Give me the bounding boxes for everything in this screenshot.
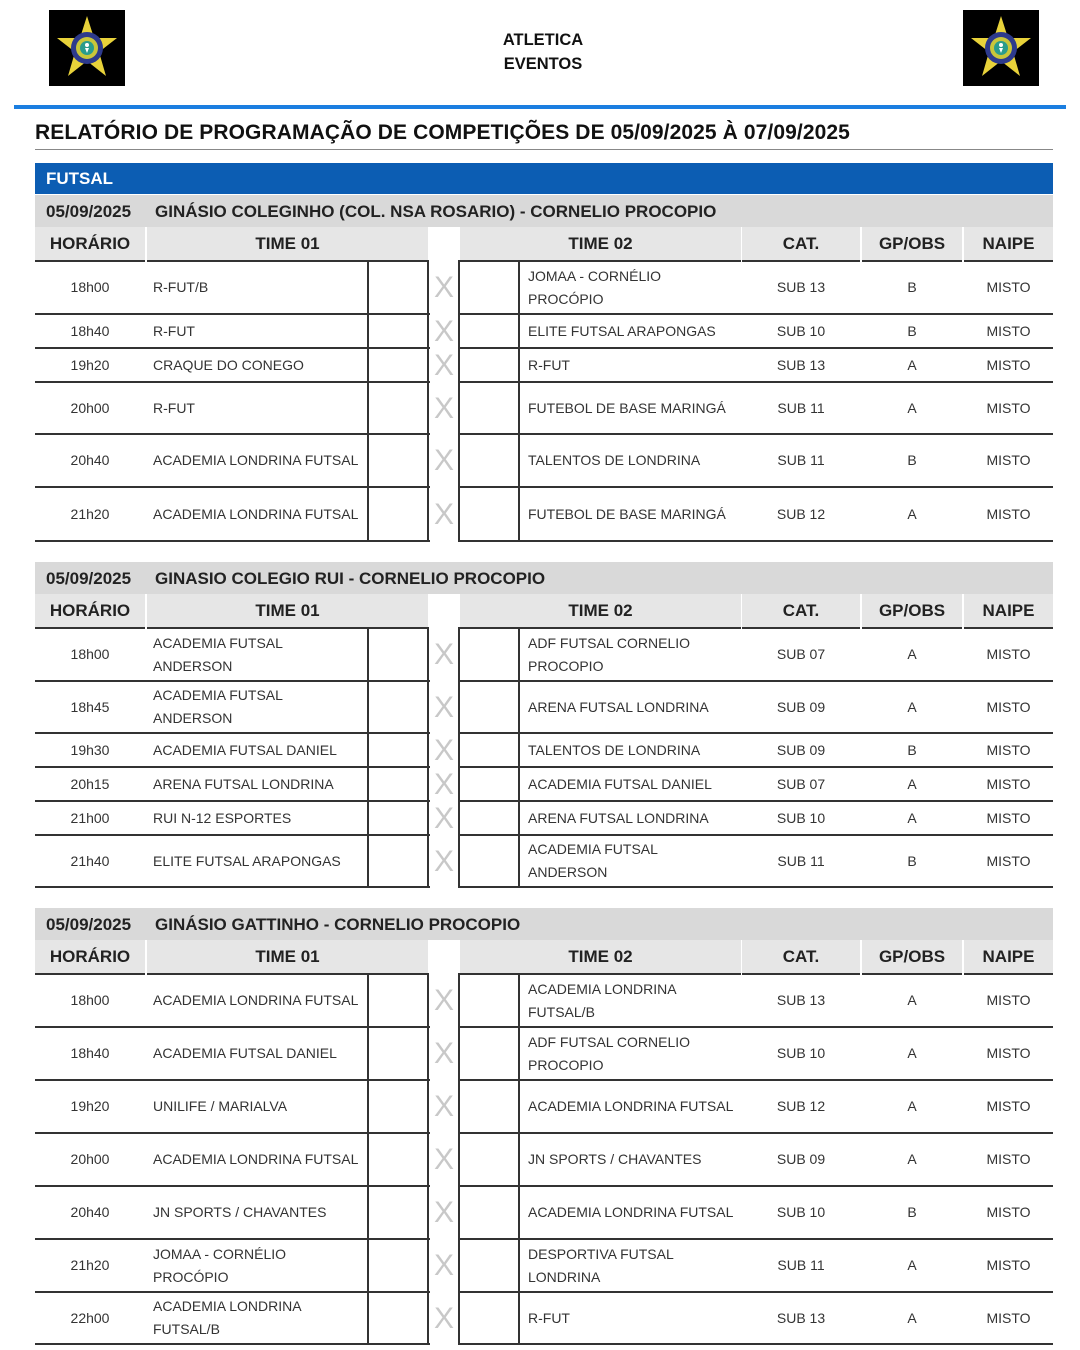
category: SUB 10 [776, 1204, 826, 1220]
header-divider [14, 105, 1066, 109]
naipe: MISTO [986, 775, 1031, 792]
venue-date: 05/09/2025 [46, 569, 132, 588]
team2-name: FUTEBOL DE BASE MARINGÁ [528, 505, 726, 522]
game-row [35, 682, 1053, 734]
naipe: MISTO [986, 322, 1031, 339]
group-obs: B [907, 279, 917, 295]
team1-score-box[interactable] [367, 347, 429, 383]
game-row [35, 734, 1053, 768]
team1-score-box[interactable] [367, 800, 429, 836]
column-header-row [35, 227, 1053, 262]
team1-name: JOMAA - CORNÉLIO PROCÓPIO [153, 1245, 287, 1285]
team2-name: ADF FUTSAL CORNELIO PROCOPIO [528, 634, 691, 674]
naipe: MISTO [986, 452, 1031, 468]
team2-name: FUTEBOL DE BASE MARINGÁ [528, 399, 726, 416]
naipe: MISTO [986, 1204, 1031, 1220]
team1-score-box[interactable] [367, 433, 429, 488]
game-time: 21h20 [70, 505, 110, 522]
team2-name: TALENTOS DE LONDRINA [528, 741, 701, 758]
team2-score-box[interactable] [458, 800, 520, 836]
versus-x-icon: X [433, 767, 454, 801]
game-time: 21h20 [70, 1257, 110, 1273]
game-time: 18h40 [70, 322, 110, 339]
game-row [35, 1187, 1053, 1240]
team1-score-box[interactable] [367, 1132, 429, 1187]
column-header-time: HORÁRIO [35, 594, 145, 629]
team2-score-box[interactable] [458, 1026, 520, 1081]
team2-name: TALENTOS DE LONDRINA [528, 452, 701, 468]
group-obs: A [907, 809, 917, 826]
category: SUB 11 [777, 1257, 825, 1273]
team2-name: ACADEMIA LONDRINA FUTSAL [528, 1204, 734, 1220]
organization-name [0, 28, 1080, 76]
game-row [35, 488, 1053, 542]
column-header-naipe: NAIPE [964, 940, 1053, 975]
team2-name: DESPORTIVA FUTSAL LONDRINA [528, 1245, 674, 1285]
team1-score-box[interactable] [367, 260, 429, 315]
group-obs: B [907, 741, 917, 758]
team1-score-box[interactable] [367, 1238, 429, 1293]
game-time: 18h45 [70, 698, 110, 715]
naipe: MISTO [986, 852, 1031, 869]
team1-score-box[interactable] [367, 732, 429, 768]
team2-score-box[interactable] [458, 973, 520, 1028]
group-obs: A [907, 1098, 917, 1114]
game-row [35, 1293, 1053, 1345]
versus-x-icon: X [433, 1301, 454, 1335]
venue-date: 05/09/2025 [46, 915, 132, 934]
group-obs: A [907, 698, 917, 715]
team1-score-box[interactable] [367, 834, 429, 888]
team1-score-box[interactable] [367, 680, 429, 734]
venue-section [35, 562, 1053, 888]
team1-name: ELITE FUTSAL ARAPONGAS [153, 852, 341, 869]
team2-name: ACADEMIA LONDRINA FUTSAL [528, 1098, 734, 1114]
column-header-time: HORÁRIO [35, 940, 145, 975]
team1-name: ACADEMIA FUTSAL ANDERSON [153, 634, 283, 674]
team2-score-box[interactable] [458, 1291, 520, 1345]
team1-name: ACADEMIA FUTSAL DANIEL [153, 1045, 337, 1061]
group-obs: A [907, 356, 917, 373]
group-obs: A [907, 1309, 917, 1326]
team2-score-box[interactable] [458, 732, 520, 768]
team1-score-box[interactable] [367, 1291, 429, 1345]
game-row [35, 349, 1053, 383]
team2-name: ELITE FUTSAL ARAPONGAS [528, 322, 716, 339]
naipe: MISTO [986, 279, 1031, 295]
game-time: 18h00 [70, 279, 110, 295]
group-obs: A [907, 1151, 917, 1167]
category: SUB 09 [776, 698, 826, 715]
game-time: 19h20 [70, 356, 110, 373]
team2-score-box[interactable] [458, 347, 520, 383]
game-time: 20h00 [70, 399, 110, 416]
team1-name: RUI N-12 ESPORTES [153, 809, 292, 826]
team2-name: ARENA FUTSAL LONDRINA [528, 698, 709, 715]
group-obs: A [907, 1045, 917, 1061]
team2-score-box[interactable] [458, 381, 520, 435]
naipe: MISTO [986, 1045, 1031, 1061]
column-header-gp: GP/OBS [862, 940, 962, 975]
versus-x-icon: X [433, 844, 454, 878]
game-time: 19h20 [70, 1098, 110, 1114]
game-time: 20h00 [70, 1151, 110, 1167]
team1-name: R-FUT/B [153, 279, 209, 295]
team2-name: ARENA FUTSAL LONDRINA [528, 809, 709, 826]
team2-name: JN SPORTS / CHAVANTES [528, 1151, 702, 1167]
group-obs: A [907, 775, 917, 792]
team1-score-box[interactable] [367, 313, 429, 349]
venue-section [35, 908, 1053, 1345]
naipe: MISTO [986, 646, 1031, 662]
category: SUB 09 [776, 1151, 826, 1167]
team2-score-box[interactable] [458, 834, 520, 888]
game-row [35, 629, 1053, 682]
team2-score-box[interactable] [458, 1132, 520, 1187]
category: SUB 07 [776, 646, 826, 662]
team1-score-box[interactable] [367, 381, 429, 435]
group-obs: A [907, 646, 917, 662]
venue-section [35, 195, 1053, 542]
team2-score-box[interactable] [458, 1238, 520, 1293]
category: SUB 11 [777, 852, 825, 869]
team1-name: JN SPORTS / CHAVANTES [153, 1204, 327, 1220]
game-time: 21h00 [70, 809, 110, 826]
team2-score-box[interactable] [458, 486, 520, 542]
team1-score-box[interactable] [367, 766, 429, 802]
team1-name: R-FUT [153, 322, 195, 339]
column-header-team1: TIME 01 [147, 594, 428, 629]
team1-name: ACADEMIA FUTSAL ANDERSON [153, 687, 283, 726]
team2-score-box[interactable] [458, 1079, 520, 1134]
game-row [35, 768, 1053, 802]
group-obs: A [907, 1257, 917, 1273]
game-row [35, 315, 1053, 349]
column-header-team1: TIME 01 [147, 940, 428, 975]
team1-name: R-FUT [153, 399, 195, 416]
team1-score-box[interactable] [367, 627, 429, 682]
team2-score-box[interactable] [458, 680, 520, 734]
column-header-naipe: NAIPE [964, 594, 1053, 629]
team2-name: R-FUT [528, 1309, 570, 1326]
column-header-team1: TIME 01 [147, 227, 428, 262]
team1-name: ACADEMIA LONDRINA FUTSAL [153, 505, 359, 522]
group-obs: A [907, 992, 917, 1008]
game-row [35, 1028, 1053, 1081]
versus-x-icon: X [433, 271, 454, 304]
team2-score-box[interactable] [458, 313, 520, 349]
game-time: 22h00 [70, 1309, 110, 1326]
versus-x-icon: X [433, 638, 454, 671]
team1-score-box[interactable] [367, 973, 429, 1028]
versus-x-icon: X [433, 314, 454, 348]
category: SUB 12 [776, 505, 826, 522]
team2-name: ACADEMIA LONDRINA FUTSAL/B [528, 980, 676, 1020]
game-row [35, 1134, 1053, 1187]
column-header-cat: CAT. [742, 227, 860, 262]
team2-score-box[interactable] [458, 766, 520, 802]
naipe: MISTO [986, 399, 1031, 416]
category: SUB 10 [776, 322, 826, 339]
game-row [35, 802, 1053, 836]
category: SUB 13 [776, 992, 826, 1008]
game-row [35, 975, 1053, 1028]
venue-date: 05/09/2025 [46, 202, 132, 221]
category: SUB 13 [776, 356, 826, 373]
category: SUB 10 [776, 1045, 826, 1061]
game-time: 21h40 [70, 852, 110, 869]
game-row [35, 836, 1053, 888]
team1-score-box[interactable] [367, 1026, 429, 1081]
team2-score-box[interactable] [458, 627, 520, 682]
naipe: MISTO [986, 1098, 1031, 1114]
category: SUB 11 [777, 399, 825, 416]
category: SUB 12 [776, 1098, 826, 1114]
game-row [35, 435, 1053, 488]
team1-name: ACADEMIA LONDRINA FUTSAL [153, 1151, 359, 1167]
game-time: 18h00 [70, 992, 110, 1008]
game-row [35, 1081, 1053, 1134]
versus-x-icon: X [433, 1090, 454, 1123]
naipe: MISTO [986, 698, 1031, 715]
category: SUB 13 [776, 1309, 826, 1326]
game-time: 18h40 [70, 1045, 110, 1061]
team1-name: ACADEMIA LONDRINA FUTSAL/B [153, 1298, 301, 1337]
versus-x-icon: X [433, 1249, 454, 1282]
game-row [35, 262, 1053, 315]
column-header-team2: TIME 02 [460, 594, 741, 629]
column-header-gp: GP/OBS [862, 594, 962, 629]
category: SUB 09 [776, 741, 826, 758]
versus-x-icon: X [433, 690, 454, 724]
category: SUB 11 [777, 452, 825, 468]
naipe: MISTO [986, 809, 1031, 826]
versus-x-icon: X [433, 733, 454, 767]
game-time: 19h30 [70, 741, 110, 758]
versus-x-icon: X [433, 348, 454, 382]
team2-name: ACADEMIA FUTSAL ANDERSON [528, 841, 658, 880]
column-header-time: HORÁRIO [35, 227, 145, 262]
naipe: MISTO [986, 1257, 1031, 1273]
game-time: 20h15 [70, 775, 110, 792]
game-time: 20h40 [70, 452, 110, 468]
category: SUB 07 [776, 775, 826, 792]
venue-bar [35, 562, 1053, 594]
column-header-cat: CAT. [742, 594, 860, 629]
team2-score-box[interactable] [458, 260, 520, 315]
game-time: 20h40 [70, 1204, 110, 1220]
team1-name: ACADEMIA LONDRINA FUTSAL [153, 452, 359, 468]
naipe: MISTO [986, 741, 1031, 758]
versus-x-icon: X [433, 497, 454, 531]
naipe: MISTO [986, 356, 1031, 373]
team1-score-box[interactable] [367, 486, 429, 542]
versus-x-icon: X [433, 801, 454, 835]
column-header-team2: TIME 02 [460, 227, 741, 262]
naipe: MISTO [986, 1309, 1031, 1326]
column-header-team2: TIME 02 [460, 940, 741, 975]
venue-bar [35, 908, 1053, 940]
column-header-naipe: NAIPE [964, 227, 1053, 262]
team2-score-box[interactable] [458, 1185, 520, 1240]
team1-name: ACADEMIA LONDRINA FUTSAL [153, 992, 359, 1008]
game-row [35, 1240, 1053, 1293]
venue-name: GINÁSIO COLEGINHO (COL. NSA ROSARIO) - CORNELIO PROCOPIO [155, 202, 717, 221]
venue-name: GINASIO COLEGIO RUI - CORNELIO PROCOPIO [155, 569, 546, 588]
category: SUB 13 [776, 279, 826, 295]
naipe: MISTO [986, 505, 1031, 522]
group-obs: A [907, 399, 917, 416]
group-obs: B [907, 322, 917, 339]
column-header-gp: GP/OBS [862, 227, 962, 262]
title-underline [35, 149, 1053, 150]
versus-x-icon: X [433, 1037, 454, 1070]
game-row [35, 383, 1053, 435]
team1-score-box[interactable] [367, 1185, 429, 1240]
team1-name: ACADEMIA FUTSAL DANIEL [153, 741, 337, 758]
team1-score-box[interactable] [367, 1079, 429, 1134]
versus-x-icon: X [433, 1196, 454, 1229]
versus-x-icon: X [433, 1143, 454, 1176]
org-line-1: ATLETICA [502, 31, 584, 49]
column-header-row [35, 940, 1053, 975]
report-title: RELATÓRIO DE PROGRAMAÇÃO DE COMPETIÇÕES DE 05/09/2025 À 07/09/2025 [35, 121, 850, 144]
group-obs: B [907, 1204, 917, 1220]
team2-name: ACADEMIA FUTSAL DANIEL [528, 775, 712, 792]
group-obs: B [907, 452, 917, 468]
column-header-row [35, 594, 1053, 629]
org-line-2: EVENTOS [503, 55, 583, 73]
team1-name: UNILIFE / MARIALVA [153, 1098, 288, 1114]
group-obs: A [907, 505, 917, 522]
team1-name: ARENA FUTSAL LONDRINA [153, 775, 334, 792]
versus-x-icon: X [433, 984, 454, 1017]
naipe: MISTO [986, 1151, 1031, 1167]
venue-name: GINÁSIO GATTINHO - CORNELIO PROCOPIO [155, 915, 521, 934]
column-header-cat: CAT. [742, 940, 860, 975]
versus-x-icon: X [433, 391, 454, 425]
sport-bar: FUTSAL [35, 163, 1053, 194]
venue-bar [35, 195, 1053, 227]
team2-score-box[interactable] [458, 433, 520, 488]
versus-x-icon: X [433, 444, 454, 477]
team2-name: JOMAA - CORNÉLIO PROCÓPIO [528, 267, 662, 307]
category: SUB 10 [776, 809, 826, 826]
game-time: 18h00 [70, 646, 110, 662]
naipe: MISTO [986, 992, 1031, 1008]
team2-name: R-FUT [528, 356, 570, 373]
team2-name: ADF FUTSAL CORNELIO PROCOPIO [528, 1033, 691, 1073]
team1-name: CRAQUE DO CONEGO [153, 356, 304, 373]
group-obs: B [907, 852, 917, 869]
